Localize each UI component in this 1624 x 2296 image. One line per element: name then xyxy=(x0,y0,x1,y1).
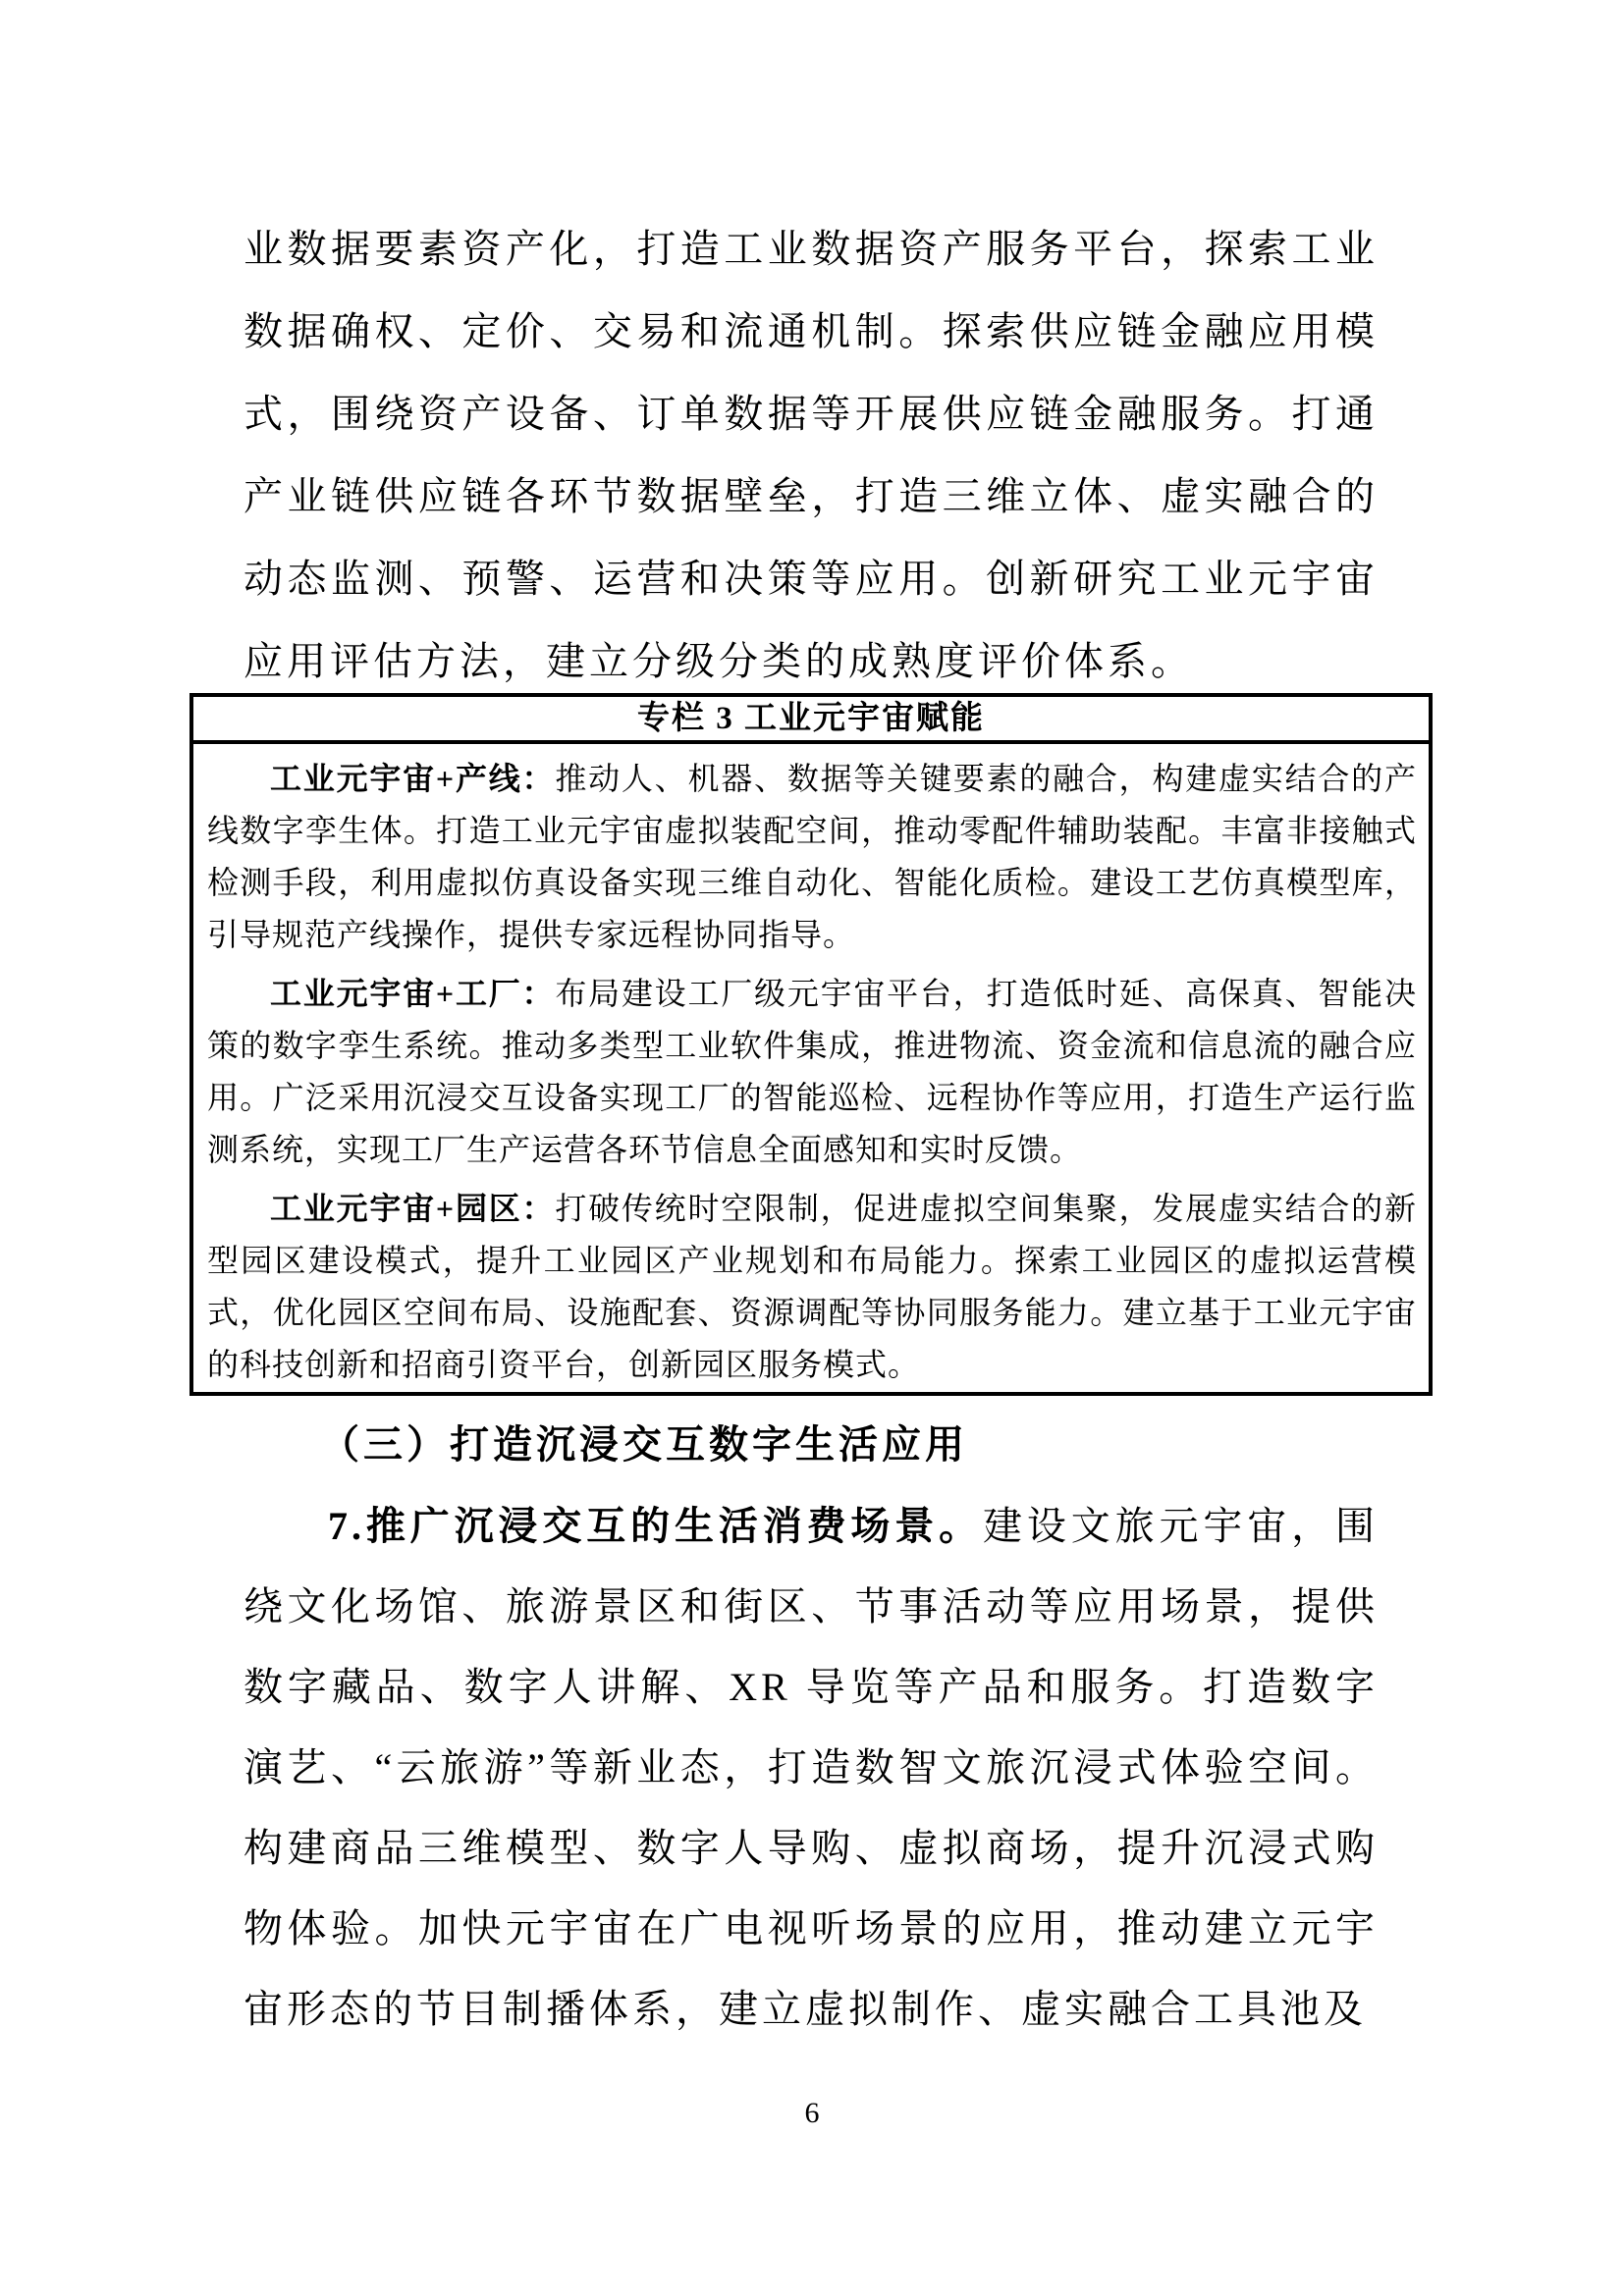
callout-item-park xyxy=(207,1183,1417,1391)
section-heading-3: （三）打造沉浸交互数字生活应用 xyxy=(320,1422,968,1467)
body-paragraph-continuation: 业数据要素资产化，打造工业数据资产服务平台，探索工业数据确权、定价、交易和流通机制。探索供应链金融应用模式，围绕资产设备、订单数据等开展供应链金融服务。打通产业链供应链各环节数据壁垒，打造三维立体、虚实融合的动态监测、预警、运营和决策等应用。创新研究工业元宇宙应用评估方法，建立分级分类的成熟度评价体系。 xyxy=(244,227,1379,683)
callout-item-text: 打破传统时空限制，促进虚拟空间集聚，发展虚实结合的新型园区建设模式，提升工业园区产业规划和布局能力。探索工业园区的虚拟运营模式，优化园区空间布局、设施配套、资源调配等协同服务能力。建立基于工业元宇宙的科技创新和招商引资平台，创新园区服务模式。 xyxy=(207,1191,1417,1382)
page-number: 6 xyxy=(804,2097,820,2129)
callout-box-body xyxy=(193,744,1429,1391)
item7-text: 建设文旅元宇宙，围绕文化场馆、旅游景区和街区、节事活动等应用场景，提供数字藏品、数字人讲解、XR 导览等产品和服务。打造数字演艺、“云旅游”等新业态，打造数智文旅沉浸式体验空间。构建商品三维模型、数字人导购、虚拟商场，提升沉浸式购物体验。加快元宇宙在广电视听场景的应用，推动建立元宇宙形态的节目制播体系，建立虚拟制作、虚实融合工具池及 xyxy=(244,1504,1380,2031)
callout-item-text: 布局建设工厂级元宇宙平台，打造低时延、高保真、智能决策的数字孪生系统。推动多类型工业软件集成，推进物流、资金流和信息流的融合应用。广泛采用沉浸交互设备实现工厂的智能巡检、远程协作等应用，打造生产运行监测系统，实现工厂生产运营各环节信息全面感知和实时反馈。 xyxy=(207,976,1417,1167)
callout-item-text: 推动人、机器、数据等关键要素的融合，构建虚实结合的产线数字孪生体。打造工业元宇宙虚拟装配空间，推动零配件辅助装配。丰富非接触式检测手段，利用虚拟仿真设备实现三维自动化、智能化质检。建设工艺仿真模型库，引导规范产线操作，提供专家远程协同指导。 xyxy=(207,761,1417,952)
callout-box-title: 专栏 3 工业元宇宙赋能 xyxy=(193,697,1429,744)
callout-item-production-line xyxy=(207,753,1417,961)
callout-item-label: 工业元宇宙+工厂： xyxy=(270,976,556,1011)
item7-bold-lead: 7.推广沉浸交互的生活消费场景。 xyxy=(328,1504,984,1548)
callout-item-factory xyxy=(207,968,1417,1176)
callout-item-label: 工业元宇宙+产线： xyxy=(270,761,556,796)
body-paragraph-item7 xyxy=(244,1486,1379,2050)
callout-item-label: 工业元宇宙+园区： xyxy=(270,1191,556,1226)
callout-box-column3 xyxy=(189,693,1433,1396)
